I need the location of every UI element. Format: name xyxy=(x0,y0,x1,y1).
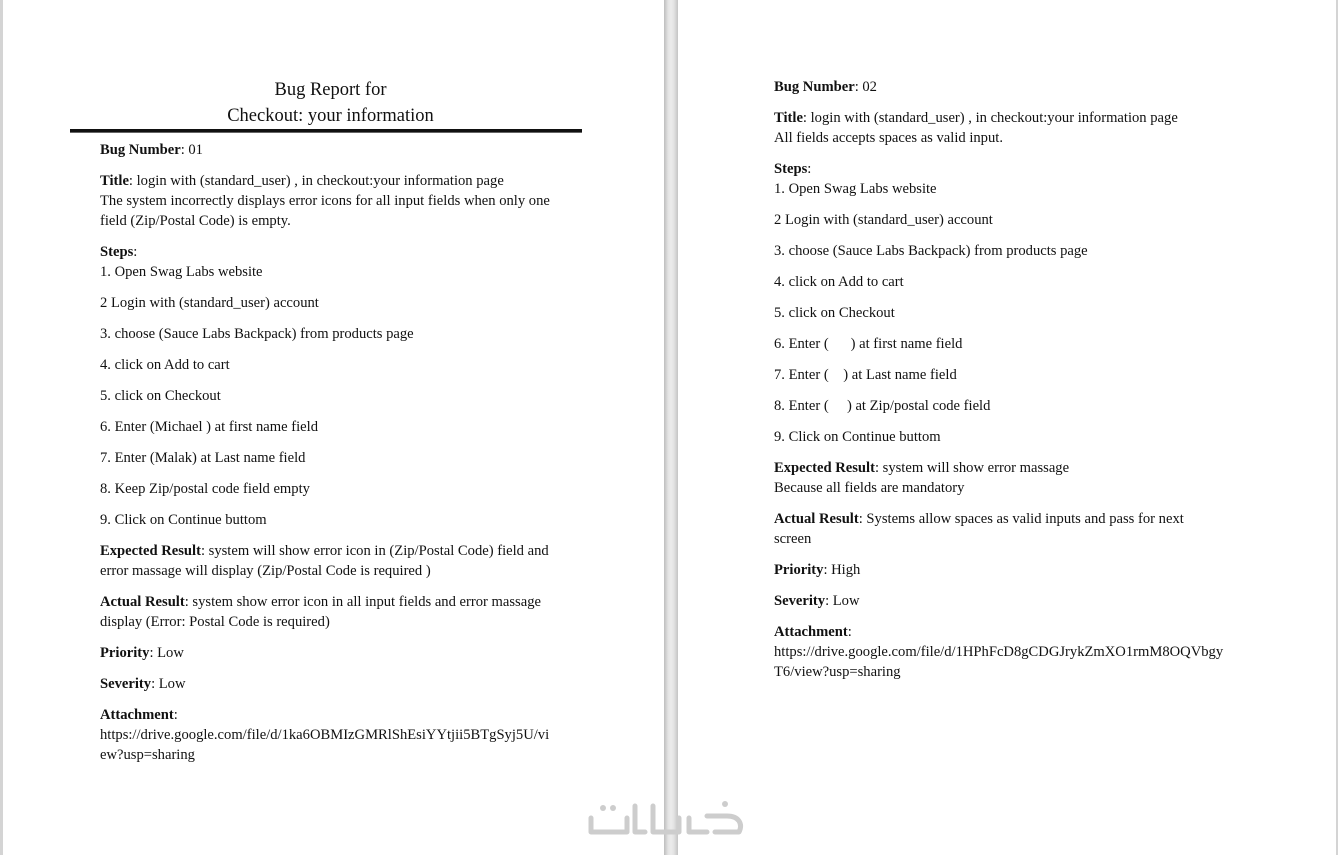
title-label: Title xyxy=(100,173,129,189)
document-title-line-1: Bug Report for xyxy=(274,80,387,100)
severity-value: : Low xyxy=(151,676,186,692)
priority-label: Priority xyxy=(100,645,150,661)
step-item: 3. choose (Sauce Labs Backpack) from products page xyxy=(100,326,414,342)
actual-result-field xyxy=(100,592,580,632)
attachment-label: Attachment xyxy=(100,707,174,723)
severity-label: Severity xyxy=(100,676,152,692)
bug-number-label: Bug Number xyxy=(774,79,855,95)
priority-value: : Low xyxy=(149,645,184,661)
title-field xyxy=(100,171,580,231)
bug-number-field xyxy=(100,140,580,160)
severity-label: Severity xyxy=(774,593,826,609)
attachment-field xyxy=(100,705,580,765)
expected-result-label: Expected Result xyxy=(774,460,875,476)
title-value: : login with (standard_user) , in checkout:your information page xyxy=(128,173,504,189)
actual-result-field xyxy=(774,509,1254,549)
step-item: 3. choose (Sauce Labs Backpack) from products page xyxy=(774,243,1088,259)
expected-result-value-1: : system will show error massage xyxy=(874,460,1070,476)
document-page-right xyxy=(678,0,1336,855)
actual-result-label: Actual Result xyxy=(100,594,185,610)
expected-result-value-2: error massage will display (Zip/Postal Code is required ) xyxy=(100,563,431,579)
step-item: 4. click on Add to cart xyxy=(100,357,230,373)
step-item: 2 Login with (standard_user) account xyxy=(774,212,993,228)
title-value: : login with (standard_user) , in checkout:your information page xyxy=(802,110,1178,126)
document-title xyxy=(3,77,664,129)
priority-label: Priority xyxy=(774,562,824,578)
priority-field xyxy=(774,560,1254,580)
actual-result-value-1: : system show error icon in all input fields and error massage xyxy=(184,594,541,610)
step-item: 2 Login with (standard_user) account xyxy=(100,295,319,311)
step-item: 1. Open Swag Labs website xyxy=(100,264,263,280)
severity-field xyxy=(774,591,1254,611)
khamsat-watermark-logo xyxy=(587,796,751,846)
steps-colon: : xyxy=(133,244,138,260)
document-page-left xyxy=(3,0,664,855)
title-underline-rule xyxy=(70,129,582,133)
bug-number-field xyxy=(774,77,1254,97)
severity-field xyxy=(100,674,580,694)
steps-label: Steps xyxy=(100,244,134,260)
bug-report-01 xyxy=(100,140,580,776)
step-item: 9. Click on Continue buttom xyxy=(774,429,941,445)
title-description-line-1: The system incorrectly displays error icons for all input fields when only one xyxy=(100,193,550,209)
expected-result-field xyxy=(100,541,580,581)
steps-label: Steps xyxy=(774,161,808,177)
attachment-link-line-2[interactable]: ew?usp=sharing xyxy=(100,747,195,763)
priority-field xyxy=(100,643,580,663)
title-description-line-1: All fields accepts spaces as valid input. xyxy=(774,130,1003,146)
actual-result-label: Actual Result xyxy=(774,511,859,527)
actual-result-value-1: : Systems allow spaces as valid inputs and pass for next xyxy=(858,511,1184,527)
attachment-field xyxy=(774,622,1254,682)
step-item: 8. Keep Zip/postal code field empty xyxy=(100,481,310,497)
step-item: 6. Enter (Michael ) at first name field xyxy=(100,419,319,435)
bug-report-02 xyxy=(774,77,1254,693)
priority-value: : High xyxy=(823,562,861,578)
step-item: 7. Enter (Malak) at Last name field xyxy=(100,450,306,466)
severity-value: : Low xyxy=(825,593,860,609)
attachment-link-line-2[interactable]: T6/view?usp=sharing xyxy=(774,664,901,680)
expected-result-value-1: : system will show error icon in (Zip/Postal Code) field and xyxy=(200,543,549,559)
attachment-label: Attachment xyxy=(774,624,848,640)
title-field xyxy=(774,108,1254,148)
actual-result-value-2: screen xyxy=(774,531,812,547)
bug-number-label: Bug Number xyxy=(100,142,181,158)
step-item: 1. Open Swag Labs website xyxy=(774,181,937,197)
expected-result-label: Expected Result xyxy=(100,543,201,559)
attachment-link-line-1[interactable]: https://drive.google.com/file/d/1HPhFcD8gCDGJrykZmXO1rmM8OQVbgy xyxy=(774,644,1224,660)
attachment-colon: : xyxy=(847,624,852,640)
document-title-line-2: Checkout: your information xyxy=(227,106,434,126)
steps-colon: : xyxy=(807,161,812,177)
bug-number-value: : 02 xyxy=(854,79,877,95)
step-item: 5. click on Checkout xyxy=(100,388,221,404)
step-item: 8. Enter ( ) at Zip/postal code field xyxy=(774,398,991,414)
actual-result-value-2: display (Error: Postal Code is required) xyxy=(100,614,330,630)
title-label: Title xyxy=(774,110,803,126)
title-description-line-2: field (Zip/Postal Code) is empty. xyxy=(100,213,291,229)
expected-result-field xyxy=(774,458,1254,498)
step-item: 4. click on Add to cart xyxy=(774,274,904,290)
expected-result-value-2: Because all fields are mandatory xyxy=(774,480,965,496)
bug-number-value: : 01 xyxy=(180,142,203,158)
attachment-link-line-1[interactable]: https://drive.google.com/file/d/1ka6OBMIzGMRlShEsiYYtjii5BTgSyj5U/vi xyxy=(100,727,550,743)
steps-field xyxy=(100,242,580,262)
step-item: 9. Click on Continue buttom xyxy=(100,512,267,528)
attachment-colon: : xyxy=(173,707,178,723)
step-item: 6. Enter ( ) at first name field xyxy=(774,336,963,352)
page-gutter xyxy=(664,0,678,855)
step-item: 5. click on Checkout xyxy=(774,305,895,321)
steps-field xyxy=(774,159,1254,179)
step-item: 7. Enter ( ) at Last name field xyxy=(774,367,957,383)
